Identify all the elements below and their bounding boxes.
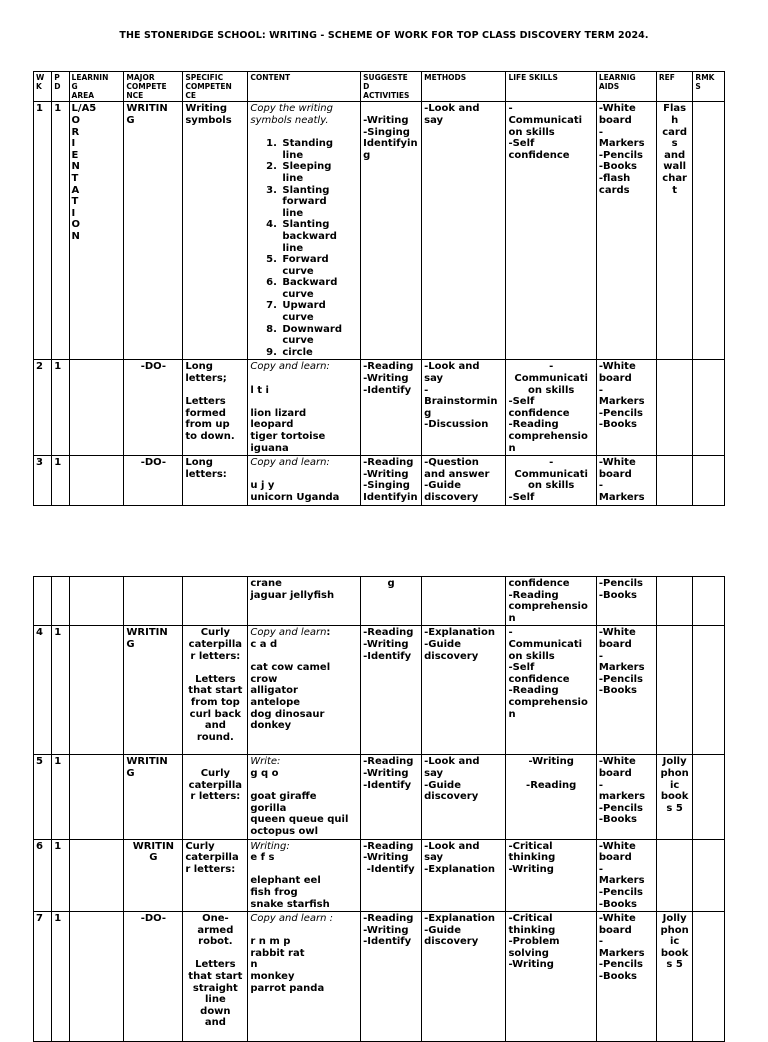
- learning-aids: -White board - Markers -Pencils -Books: [596, 912, 656, 1042]
- week-number: 7: [34, 912, 52, 1042]
- methods: -Explanation -Guide discovery: [422, 912, 506, 1042]
- life-skills: -Writing -Reading: [506, 755, 596, 839]
- major-competence: WRITIN G: [124, 102, 183, 360]
- period-number: 1: [52, 912, 69, 1042]
- major-competence: [124, 577, 183, 626]
- week-7-row: [34, 912, 725, 1042]
- major-competence: -DO-: [124, 912, 183, 1042]
- list-item: 9. circle: [280, 347, 358, 359]
- content: Writing: e f s elephant eel fish frog snake starfish: [248, 839, 361, 912]
- learning-area: [69, 456, 124, 505]
- content: Copy and learn : r n m p rabbit rat n monkey parrot panda: [248, 912, 361, 1042]
- period-number: 1: [52, 626, 69, 755]
- period-number: 1: [52, 755, 69, 839]
- specific-competence: Curly caterpilla r letters: Letters that start from top curl back and round.: [183, 626, 248, 755]
- suggested-activities: -Reading -Writing -Identify: [361, 755, 422, 839]
- header-learning-area: LEARNIN G AREA: [69, 72, 124, 102]
- remarks: [693, 577, 725, 626]
- header-wk: W K: [34, 72, 52, 102]
- header-ref: REF: [656, 72, 693, 102]
- reference: [656, 626, 693, 755]
- specific-competence: Long letters:: [183, 456, 248, 505]
- week-number: 6: [34, 839, 52, 912]
- period-number: [52, 577, 69, 626]
- week-3-continued-row: [34, 577, 725, 626]
- week-number: 2: [34, 360, 52, 456]
- specific-competence: Writing symbols: [183, 102, 248, 360]
- list-item: 8. Downward curve: [280, 324, 358, 347]
- remarks: [693, 626, 725, 755]
- reference: Jolly phon ic book s 5: [656, 912, 693, 1042]
- period-number: 1: [52, 360, 69, 456]
- suggested-activities: -Reading -Writing -Identify: [361, 839, 422, 912]
- scheme-table-part-2: [33, 576, 725, 1042]
- learning-aids: -Pencils -Books: [596, 577, 656, 626]
- suggested-activities: g: [361, 577, 422, 626]
- reference: Flas h card s and wall char t: [656, 102, 693, 360]
- methods: -Look and say -Explanation: [422, 839, 506, 912]
- reference: Jolly phon ic book s 5: [656, 755, 693, 839]
- remarks: [693, 912, 725, 1042]
- list-item: 4. Slanting backward line: [280, 219, 358, 254]
- reference: [656, 839, 693, 912]
- suggested-activities: -Reading -Writing -Identify: [361, 912, 422, 1042]
- list-item: 3. Slanting forward line: [280, 185, 358, 220]
- week-number: 5: [34, 755, 52, 839]
- learning-area: L/A5 O R I E N T A T I O N: [69, 102, 124, 360]
- life-skills: -Critical thinking -Writing: [506, 839, 596, 912]
- header-suggested-activities: SUGGESTE D ACTIVITIES: [361, 72, 422, 102]
- suggested-activities: -Writing -Singing Identifyin g: [361, 102, 422, 360]
- period-number: 1: [52, 456, 69, 505]
- content: Copy and learn: c a d cat cow camel crow alligator antelope dog dinosaur donkey: [248, 626, 361, 755]
- major-competence: -DO-: [124, 456, 183, 505]
- life-skills: - Communicati on skills -Self confidence -Reading comprehensio n: [506, 626, 596, 755]
- header-major-competence: MAJOR COMPETE NCE: [124, 72, 183, 102]
- week-5-row: [34, 755, 725, 839]
- specific-competence: One- armed robot. Letters that start straight line down and: [183, 912, 248, 1042]
- content: Copy the writing symbols neatly. 1. Standing line 2. Sleeping line 3. Slanting forward line 4. Slanting backward line 5. Forward curve 6. Backward curve 7. Upward curve 8. Downward curve 9. circle: [248, 102, 361, 360]
- list-item: 6. Backward curve: [280, 277, 358, 300]
- week-number: 1: [34, 102, 52, 360]
- learning-aids: -White board - Markers -Pencils -Books: [596, 626, 656, 755]
- learning-area: [69, 626, 124, 755]
- list-item: 5. Forward curve: [280, 254, 358, 277]
- scheme-table-part-1: [33, 71, 725, 506]
- life-skills: confidence -Reading comprehensio n: [506, 577, 596, 626]
- methods: -Explanation -Guide discovery: [422, 626, 506, 755]
- header-learning-aids: LEARNIG AIDS: [596, 72, 656, 102]
- content: Copy and learn: l t i lion lizard leopard tiger tortoise iguana: [248, 360, 361, 456]
- learning-area: [69, 360, 124, 456]
- learning-area: [69, 912, 124, 1042]
- life-skills: -Critical thinking -Problem solving -Writing: [506, 912, 596, 1042]
- reference: [656, 577, 693, 626]
- suggested-activities: -Reading -Writing -Identify: [361, 626, 422, 755]
- week-1-row: [34, 102, 725, 360]
- remarks: [693, 755, 725, 839]
- learning-area: [69, 577, 124, 626]
- specific-competence: [183, 577, 248, 626]
- week-2-row: [34, 360, 725, 456]
- week-number: 3: [34, 456, 52, 505]
- remarks: [693, 839, 725, 912]
- learning-aids: -White board - Markers -Pencils -Books -flash cards: [596, 102, 656, 360]
- header-specific-competence: SPECIFIC COMPETEN CE: [183, 72, 248, 102]
- list-item: 7. Upward curve: [280, 300, 358, 323]
- life-skills: - Communicati on skills -Self confidence -Reading comprehensio n: [506, 360, 596, 456]
- suggested-activities: -Reading -Writing -Singing Identifyin: [361, 456, 422, 505]
- writing-symbols-list: [250, 138, 358, 358]
- methods: -Look and say - Brainstormin g -Discussion: [422, 360, 506, 456]
- week-4-row: [34, 626, 725, 755]
- major-competence: WRITIN G: [124, 839, 183, 912]
- methods: -Question and answer -Guide discovery: [422, 456, 506, 505]
- header-content: CONTENT: [248, 72, 361, 102]
- specific-competence: Curly caterpilla r letters:: [183, 755, 248, 839]
- header-row: [34, 72, 725, 102]
- methods: -Look and say -Guide discovery: [422, 755, 506, 839]
- period-number: 1: [52, 102, 69, 360]
- life-skills: - Communicati on skills -Self: [506, 456, 596, 505]
- reference: [656, 360, 693, 456]
- list-item: 2. Sleeping line: [280, 161, 358, 184]
- content: Copy and learn: u j y unicorn Uganda: [248, 456, 361, 505]
- remarks: [693, 102, 725, 360]
- week-number: 4: [34, 626, 52, 755]
- list-item: 1. Standing line: [280, 138, 358, 161]
- week-number: [34, 577, 52, 626]
- week-6-row: [34, 839, 725, 912]
- remarks: [693, 456, 725, 505]
- content: Write: g q o goat giraffe gorilla queen queue quil octopus owl: [248, 755, 361, 839]
- learning-area: [69, 839, 124, 912]
- week-3-row: [34, 456, 725, 505]
- header-pd: P D: [52, 72, 69, 102]
- major-competence: WRITIN G: [124, 755, 183, 839]
- major-competence: WRITIN G: [124, 626, 183, 755]
- learning-aids: -White board - Markers -Pencils -Books: [596, 839, 656, 912]
- methods: [422, 577, 506, 626]
- header-rmks: RMK S: [693, 72, 725, 102]
- life-skills: - Communicati on skills -Self confidence: [506, 102, 596, 360]
- suggested-activities: -Reading -Writing -Identify: [361, 360, 422, 456]
- content: crane jaguar jellyfish: [248, 577, 361, 626]
- header-life-skills: LIFE SKILLS: [506, 72, 596, 102]
- methods: -Look and say: [422, 102, 506, 360]
- learning-area: [69, 755, 124, 839]
- learning-aids: -White board - Markers: [596, 456, 656, 505]
- learning-aids: -White board - Markers -Pencils -Books: [596, 360, 656, 456]
- major-competence: -DO-: [124, 360, 183, 456]
- document-title: THE STONERIDGE SCHOOL: WRITING - SCHEME OF WORK FOR TOP CLASS DISCOVERY TERM 2024.: [119, 30, 649, 41]
- remarks: [693, 360, 725, 456]
- learning-aids: -White board - markers -Pencils -Books: [596, 755, 656, 839]
- specific-competence: Long letters; Letters formed from up to down.: [183, 360, 248, 456]
- period-number: 1: [52, 839, 69, 912]
- header-methods: METHODS: [422, 72, 506, 102]
- specific-competence: Curly caterpilla r letters:: [183, 839, 248, 912]
- reference: [656, 456, 693, 505]
